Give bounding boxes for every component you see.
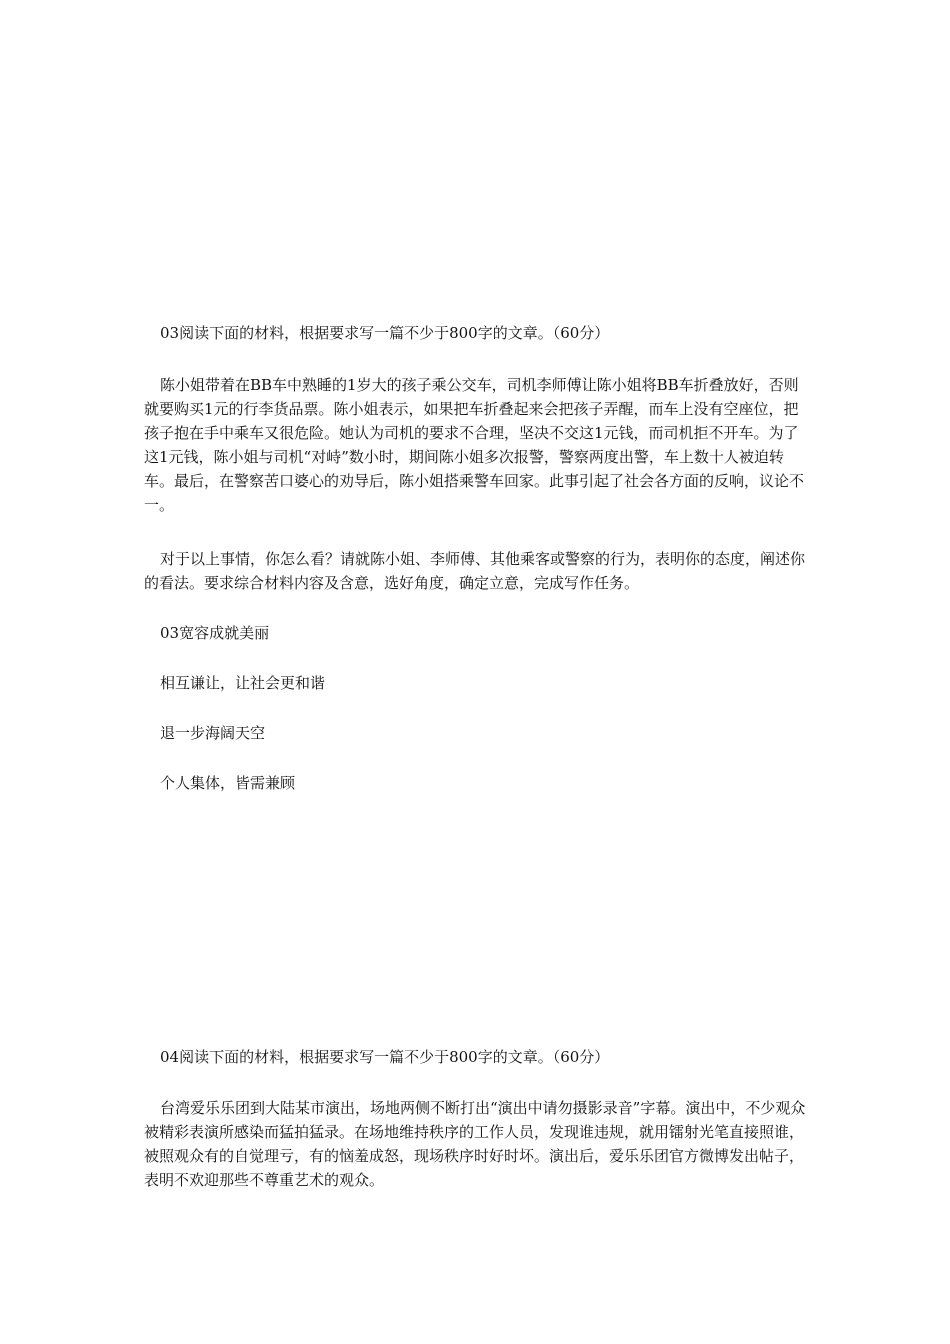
section3-material: 陈小姐带着在BB车中熟睡的1岁大的孩子乘公交车，司机李师傅让陈小姐将BB车折叠放好，否则就要购买1元的行李货品票。陈小姐表示，如果把车折叠起来会把孩子弄醒，而车上没有空座位，把孩子抱在手中乘车又很危险。她认为司机的要求不合理，坚决不交这1元钱，而司机拒不开车。为了这1元钱，陈小姐与司机“对峙”数小时，期间陈小姐多次报警，警察两度出警，车上数十人被迫转车。最后，在警察苦口婆心的劝导后，陈小姐搭乘警车回家。此事引起了社会各方面的反响，议论不一。	[144, 376, 805, 514]
section3-task: 对于以上事情，你怎么看？请就陈小姐、李师傅、其他乘客或警察的行为，表明你的态度，阐述你的看法。要求综合材料内容及含意，选好角度，确定立意，完成写作任务。	[144, 550, 806, 592]
section3-title-1: 03宽容成就美丽	[160, 624, 270, 642]
section4-prompt: 04阅读下面的材料，根据要求写一篇不少于800字的文章。（60分）	[160, 1048, 610, 1066]
section3-title-3: 退一步海阔天空	[160, 724, 266, 742]
section4-material: 台湾爱乐乐团到大陆某市演出，场地两侧不断打出“演出中请勿摄影录音”字幕。演出中，不少观众被精彩表演所感染而猛拍猛录。在场地维持秩序的工作人员，发现谁违规，就用镭射光笔直接照谁，被照观众有的自觉理亏，有的恼羞成怒，现场秩序时好时坏。演出后，爱乐乐团官方微博发出帖子，表明不欢迎那些不尊重艺术的观众。	[144, 1099, 806, 1189]
section3-title-2: 相互谦让，让社会更和谐	[160, 674, 326, 692]
section3-title-4: 个人集体，皆需兼顾	[160, 774, 296, 792]
section3-prompt: 03阅读下面的材料，根据要求写一篇不少于800字的文章。（60分）	[160, 324, 610, 342]
